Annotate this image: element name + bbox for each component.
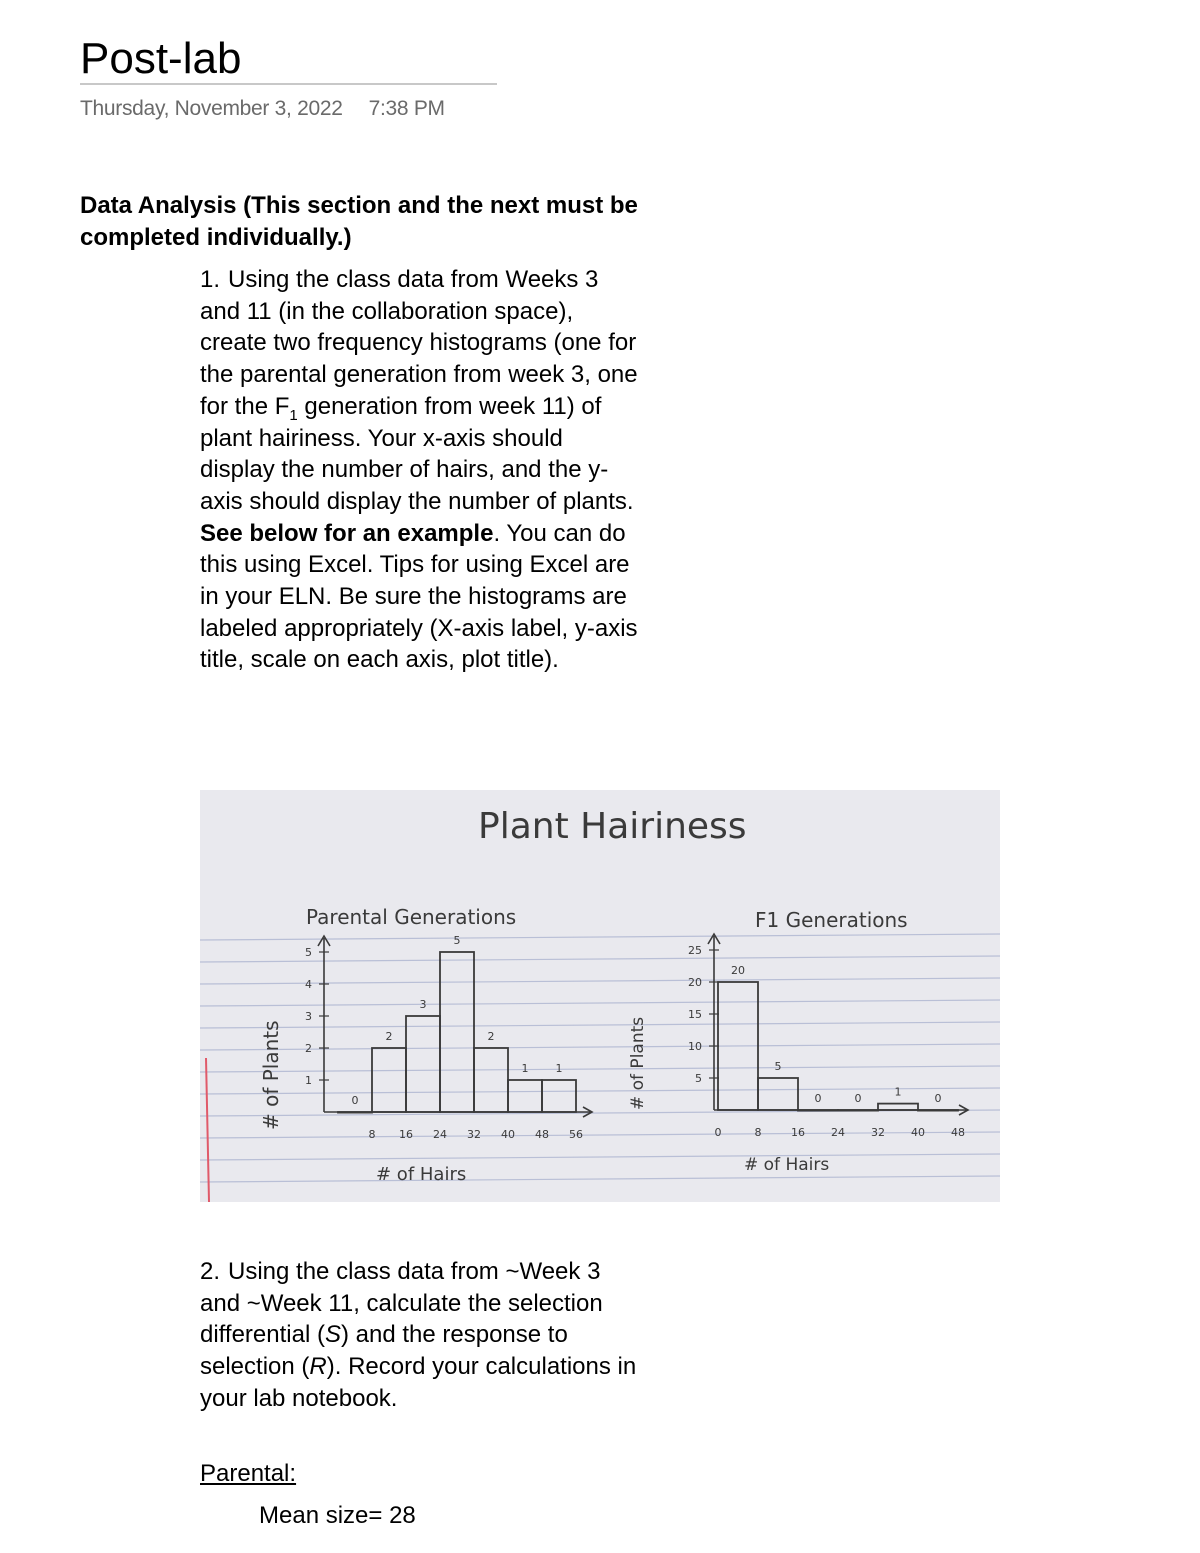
histogram-bar	[758, 1078, 798, 1110]
bar-value-label: 20	[731, 964, 745, 977]
bar-value-label: 5	[453, 934, 461, 947]
parental-x-ticks	[369, 1128, 584, 1141]
question-1-text-b: generation from week 11) of plant hairiness. Your x-axis should display the number of hairs, and the y-axis should display the number of plants.	[200, 392, 634, 515]
question-1	[200, 264, 640, 676]
histogram-bar	[508, 1080, 542, 1112]
y-tick-label: 2	[305, 1042, 312, 1055]
x-tick-label: 8	[754, 1126, 762, 1139]
y-tick-label: 10	[688, 1040, 702, 1053]
page-date: Thursday, November 3, 2022	[80, 97, 343, 120]
ruling-line	[200, 934, 1000, 940]
f1-y-label: # of Plants	[628, 1016, 648, 1110]
x-tick-label: 16	[791, 1126, 805, 1139]
parental-x-label: # of Hairs	[376, 1164, 467, 1185]
question-2-s: S	[324, 1321, 341, 1349]
question-1-text-c: . You can do this using Excel. Tips for using Excel are in your ELN. Be sure the histograms are labeled appropriately (X-axis label, y-axis title, scale on each axis, plot title).	[200, 519, 638, 674]
f1-chart-title: F1 Generations	[755, 908, 908, 932]
question-2-text-b: ) and the response to selection (	[200, 1321, 568, 1381]
question-2-number: 2.	[200, 1258, 221, 1285]
question-1-text-a: Using the class data from Weeks 3 and 11 (in the collaboration space), create two frequency histograms (one for the parental generation from week 3, one for the F	[200, 266, 638, 420]
question-1-subscript: 1	[289, 406, 298, 424]
parental-chart	[259, 905, 592, 1185]
paper-margin-line	[206, 1058, 209, 1202]
x-tick-label: 40	[911, 1126, 925, 1139]
question-2-text-c: ). Record your calculations in your lab notebook.	[200, 1353, 637, 1412]
bar-value-label: 0	[854, 1092, 862, 1105]
parental-y-label: # of Plants	[259, 1020, 283, 1130]
bar-value-label: 5	[774, 1060, 782, 1073]
x-tick-label: 32	[467, 1128, 481, 1141]
ruling-line	[200, 978, 1000, 984]
title-underline	[80, 83, 497, 85]
page-title: Post-lab	[80, 34, 242, 83]
question-2-r: R	[309, 1353, 327, 1381]
f1-x-label: # of Hairs	[744, 1155, 830, 1175]
histogram-bar	[798, 1110, 838, 1111]
bar-value-label: 0	[934, 1092, 942, 1105]
paper-rulings	[200, 934, 1000, 1182]
histogram-bar	[406, 1016, 440, 1112]
section-heading: Data Analysis (This section and the next must be completed individually.)	[80, 192, 638, 251]
histogram-bar	[338, 1112, 372, 1113]
x-tick-label: 48	[535, 1128, 549, 1141]
x-tick-label: 8	[368, 1128, 376, 1141]
histogram-bar	[440, 952, 474, 1112]
ruling-line	[200, 1066, 1000, 1072]
x-tick-label: 48	[951, 1126, 965, 1139]
y-tick-label: 4	[305, 978, 312, 991]
question-1-number: 1.	[200, 266, 221, 293]
question-1-bold: See below for an example	[200, 519, 494, 547]
question-2	[200, 1256, 640, 1415]
parental-mean-size: Mean size= 28	[259, 1502, 416, 1529]
histogram-photo	[200, 790, 1000, 1202]
page-time: 7:38 PM	[368, 97, 445, 120]
bar-value-label: 2	[385, 1030, 393, 1043]
bar-value-label: 1	[555, 1062, 563, 1075]
histogram-bar	[878, 1104, 918, 1110]
x-tick-label: 24	[831, 1126, 845, 1139]
histogram-bar	[474, 1048, 508, 1112]
ruling-line	[200, 1176, 1000, 1182]
x-tick-label: 32	[871, 1126, 885, 1139]
y-tick-label: 1	[305, 1074, 312, 1087]
x-tick-label: 0	[714, 1126, 722, 1139]
x-tick-label: 16	[399, 1128, 413, 1141]
ruling-line	[200, 1000, 1000, 1006]
x-tick-label: 56	[569, 1128, 583, 1141]
ruling-line	[200, 1088, 1000, 1094]
bar-value-label: 3	[419, 998, 427, 1011]
histogram-bar	[542, 1080, 576, 1112]
parental-chart-title: Parental Generations	[306, 905, 517, 929]
histogram-bar	[838, 1110, 878, 1111]
bar-value-label: 0	[814, 1092, 822, 1105]
x-tick-label: 40	[501, 1128, 515, 1141]
parental-label: Parental:	[200, 1460, 297, 1487]
x-tick-label: 24	[433, 1128, 447, 1141]
bar-value-label: 1	[521, 1062, 529, 1075]
y-tick-label: 25	[688, 944, 702, 957]
bar-value-label: 2	[487, 1030, 495, 1043]
ruling-line	[200, 956, 1000, 962]
y-tick-label: 5	[305, 946, 312, 959]
ruling-line	[200, 1154, 1000, 1160]
ruling-line	[200, 1022, 1000, 1028]
ruling-line	[200, 1110, 1000, 1116]
figure-main-title: Plant Hairiness	[478, 806, 747, 847]
page-datetime	[80, 97, 445, 121]
f1-value-labels	[731, 964, 942, 1105]
bar-value-label: 0	[351, 1094, 359, 1107]
histogram-bar	[372, 1048, 406, 1112]
histogram-bar	[918, 1110, 958, 1111]
bar-value-label: 1	[894, 1085, 902, 1099]
ruling-line	[200, 1044, 1000, 1050]
y-tick-label: 15	[688, 1008, 702, 1021]
parental-bars	[338, 952, 576, 1113]
histogram-figure	[200, 790, 1000, 1202]
parental-y-ticks	[305, 946, 329, 1087]
y-tick-label: 3	[305, 1010, 312, 1023]
f1-axes	[708, 934, 968, 1115]
y-tick-label: 5	[695, 1072, 702, 1085]
y-tick-label: 20	[688, 976, 702, 989]
question-2-text-a: Using the class data from ~Week 3 and ~Week 11, calculate the selection differential (	[200, 1258, 603, 1349]
